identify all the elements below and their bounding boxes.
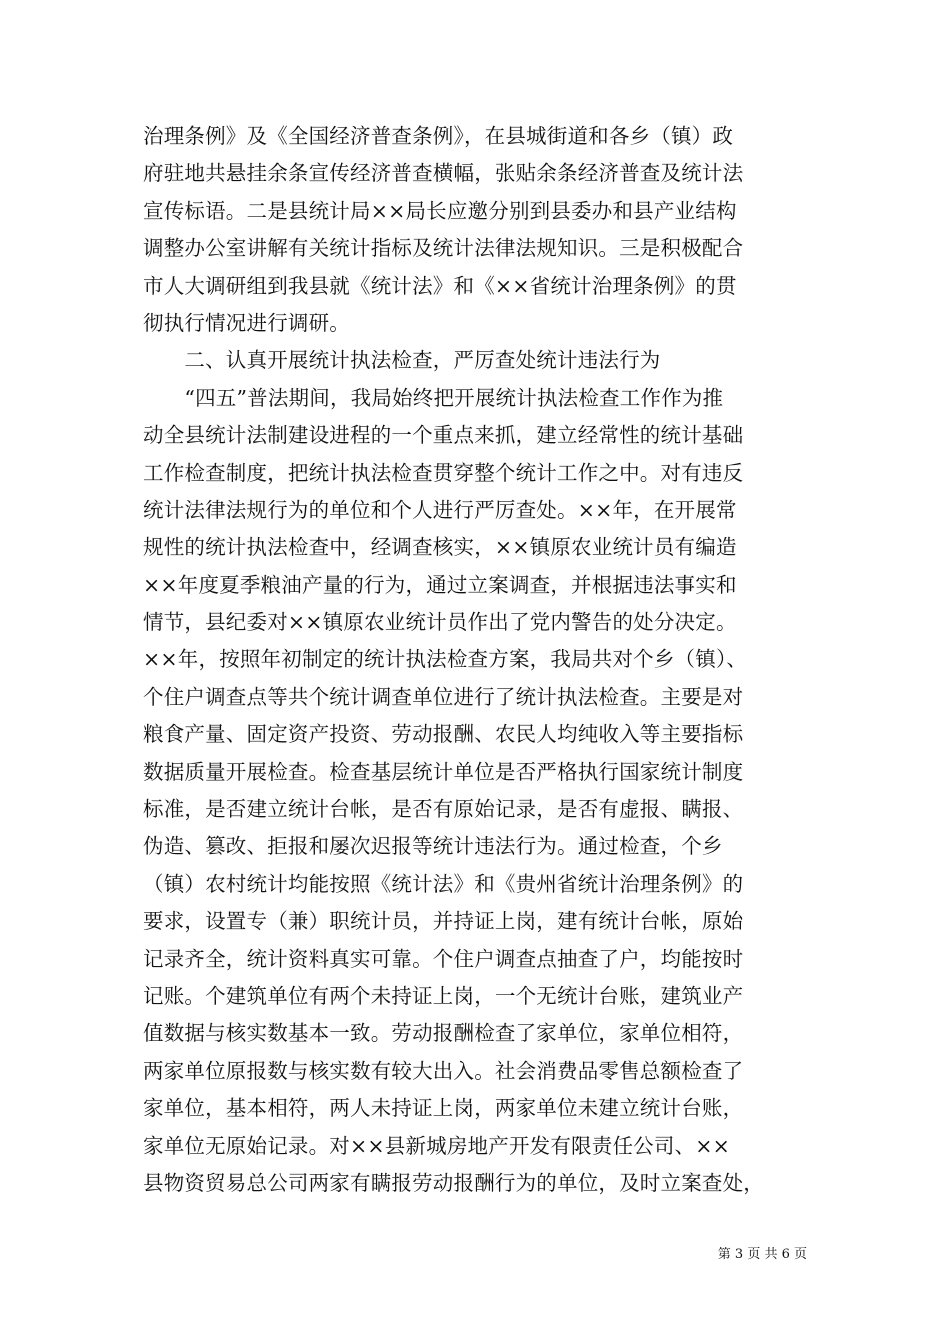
text-line: 统计法律法规行为的单位和个人进行严厉查处。××年，在开展常 <box>143 497 737 522</box>
text-line: 记录齐全，统计资料真实可靠。个住户调查点抽查了户，均能按时 <box>143 946 744 971</box>
section-heading: 二、认真开展统计执法检查，严厉查处统计违法行为 <box>143 348 661 373</box>
text-line: 情节，县纪委对××镇原农业统计员作出了党内警告的处分决定。 <box>143 610 737 635</box>
text-line: 记账。个建筑单位有两个未持证上岗，一个无统计台账，建筑业产 <box>143 983 744 1008</box>
text-line: 值数据与核实数基本一致。劳动报酬检查了家单位，家单位相符， <box>143 1021 744 1046</box>
text-line: 彻执行情况进行调研。 <box>143 310 350 335</box>
text-line: ××年度夏季粮油产量的行为，通过立案调查，并根据违法事实和 <box>143 572 737 597</box>
text-line: 规性的统计执法检查中，经调查核实，××镇原农业统计员有编造 <box>143 535 737 560</box>
text-line: 个住户调查点等共个统计调查单位进行了统计执法检查。主要是对 <box>143 684 744 709</box>
text-line: 宣传标语。二是县统计局××局长应邀分别到县委办和县产业结构 <box>143 198 737 223</box>
text-line: 家单位，基本相符，两人未持证上岗，两家单位未建立统计台账， <box>143 1096 744 1121</box>
text-line: 数据质量开展检查。检查基层统计单位是否严格执行国家统计制度 <box>143 759 744 784</box>
body-text <box>143 118 823 1202</box>
text-line: 家单位无原始记录。对××县新城房地产开发有限责任公司、×× <box>143 1133 731 1158</box>
text-line: 调整办公室讲解有关统计指标及统计法律法规知识。三是积极配合 <box>143 236 744 261</box>
text-line: 粮食产量、固定资产投资、劳动报酬、农民人均纯收入等主要指标 <box>143 722 744 747</box>
text-line: ××年，按照年初制定的统计执法检查方案，我局共对个乡（镇）、 <box>143 647 748 672</box>
text-line: 动全县统计法制建设进程的一个重点来抓，建立经常性的统计基础 <box>143 423 744 448</box>
text-line: （镇）农村统计均能按照《统计法》和《贵州省统计治理条例》的 <box>143 871 744 896</box>
text-line: 县物资贸易总公司两家有瞒报劳动报酬行为的单位，及时立案查处， <box>143 1170 764 1195</box>
text-line: 要求，设置专（兼）职统计员，并持证上岗，建有统计台帐，原始 <box>143 909 744 934</box>
text-line: 标准，是否建立统计台帐，是否有原始记录，是否有虚报、瞒报、 <box>143 797 744 822</box>
text-line: 治理条例》及《全国经济普查条例》，在县城街道和各乡（镇）政 <box>143 124 734 148</box>
text-line: 府驻地共悬挂余条宣传经济普查横幅，张贴余条经济普查及统计法 <box>143 161 744 186</box>
text-line: 两家单位原报数与核实数有较大出入。社会消费品零售总额检查了 <box>143 1058 744 1083</box>
text-line: 市人大调研组到我县就《统计法》和《××省统计治理条例》的贯 <box>143 273 737 298</box>
text-line: 伪造、篡改、拒报和屡次迟报等统计违法行为。通过检查，个乡 <box>143 834 723 859</box>
page-number: 第 3 页 共 6 页 <box>717 1247 807 1262</box>
text-line: “四五”普法期间，我局始终把开展统计执法检查工作作为推 <box>143 385 724 410</box>
text-line: 工作检查制度，把统计执法检查贯穿整个统计工作之中。对有违反 <box>143 460 744 485</box>
